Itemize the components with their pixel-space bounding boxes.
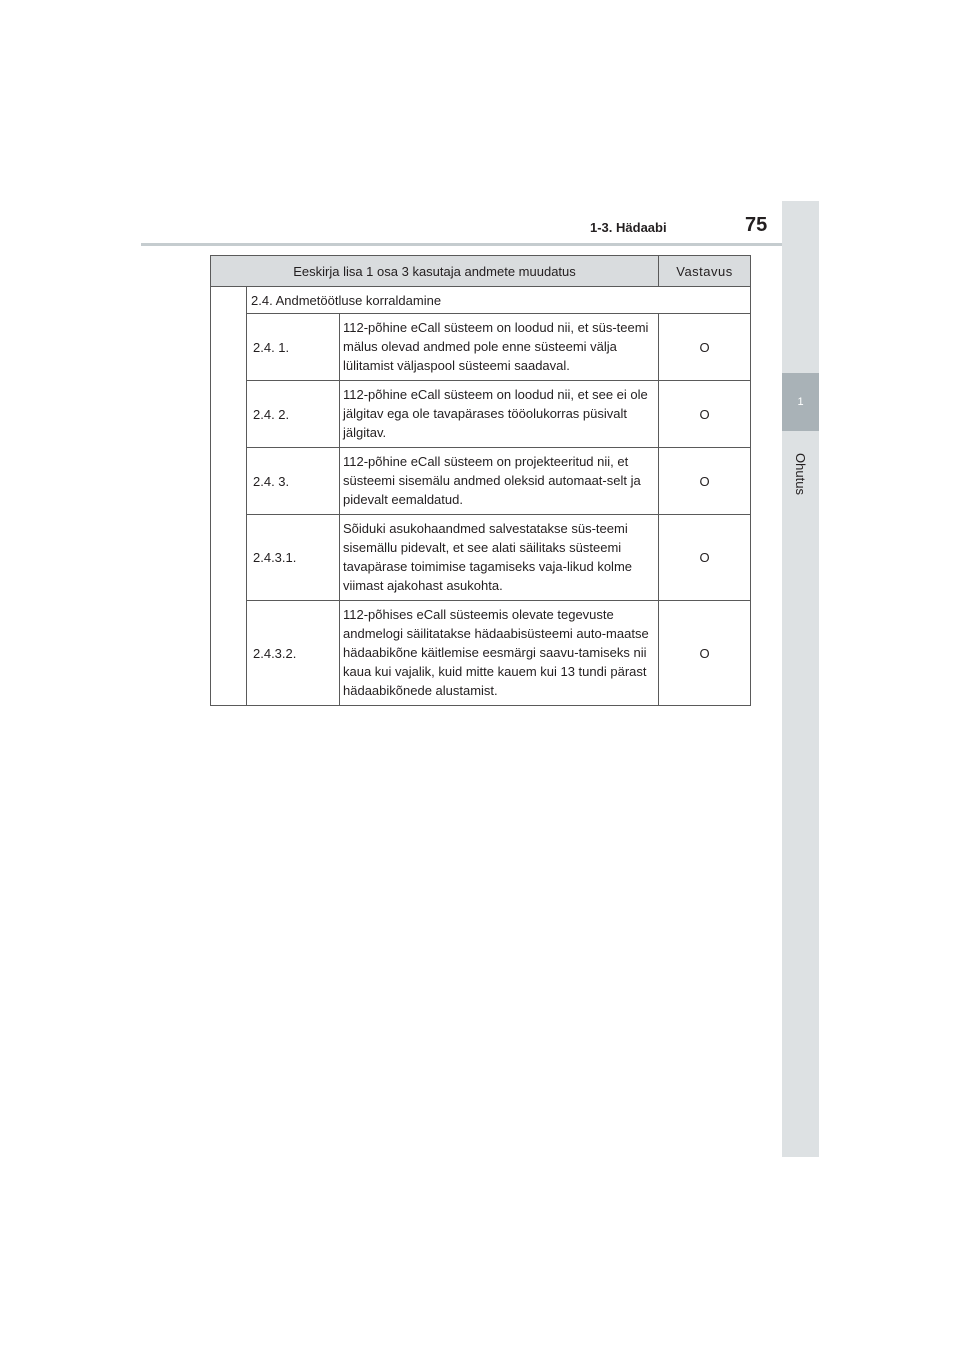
chapter-side-tab bbox=[782, 201, 819, 1157]
header-divider bbox=[141, 243, 782, 246]
table-row bbox=[211, 314, 751, 381]
column-header-requirement: Eeskirja lisa 1 osa 3 kasutaja andmete muudatus bbox=[211, 256, 659, 287]
table-subheading: 2.4. Andmetöötluse korraldamine bbox=[247, 287, 751, 314]
clause-text: Sõiduki asukohaandmed salvestatakse süs-teemi sisemällu pidevalt, et see alati säilitaks süsteemi tavapärase toimimise tagamiseks vaja-likud kolme viimast ajakohast asukohta. bbox=[340, 515, 659, 601]
chapter-number-badge: 1 bbox=[782, 373, 819, 431]
compliance-mark: O bbox=[659, 314, 751, 381]
table-row bbox=[211, 381, 751, 448]
compliance-mark: O bbox=[659, 381, 751, 448]
clause-number: 2.4.3.2. bbox=[247, 601, 340, 706]
compliance-mark: O bbox=[659, 448, 751, 515]
table-indent-cell bbox=[211, 287, 247, 706]
regulation-compliance-table bbox=[210, 255, 751, 706]
clause-text: 112-põhises eCall süsteemis olevate tegevuste andmelogi säilitatakse hädaabisüsteemi auto-maatse hädaabikõne käitlemise eesmärgi saavu-tamiseks nii kaua kui vajalik, kuid mitte kauem kui 13 tundi pärast hädaabikõnede alustamist. bbox=[340, 601, 659, 706]
clause-number: 2.4. 1. bbox=[247, 314, 340, 381]
table-row bbox=[211, 448, 751, 515]
section-title: 1-3. Hädaabi bbox=[590, 220, 667, 235]
column-header-compliance: Vastavus bbox=[659, 256, 751, 287]
chapter-label: Ohutus bbox=[793, 453, 808, 495]
table-row bbox=[211, 515, 751, 601]
clause-text: 112-põhine eCall süsteem on loodud nii, et süs-teemi mälus olevad andmed pole enne süsteemi välja lülitamist väljaspool süsteemi saadaval. bbox=[340, 314, 659, 381]
clause-number: 2.4. 2. bbox=[247, 381, 340, 448]
clause-text: 112-põhine eCall süsteem on projekteeritud nii, et süsteemi sisemälu andmed oleksid automaat-selt ja pidevalt eemaldatud. bbox=[340, 448, 659, 515]
table-row bbox=[211, 601, 751, 706]
compliance-mark: O bbox=[659, 515, 751, 601]
table-row bbox=[211, 287, 751, 314]
clause-number: 2.4. 3. bbox=[247, 448, 340, 515]
compliance-mark: O bbox=[659, 601, 751, 706]
page-number: 75 bbox=[745, 214, 768, 236]
table-header-row bbox=[211, 256, 751, 287]
clause-text: 112-põhine eCall süsteem on loodud nii, et see ei ole jälgitav ega ole tavapärases tööolukorras püsivalt jälgitav. bbox=[340, 381, 659, 448]
clause-number: 2.4.3.1. bbox=[247, 515, 340, 601]
